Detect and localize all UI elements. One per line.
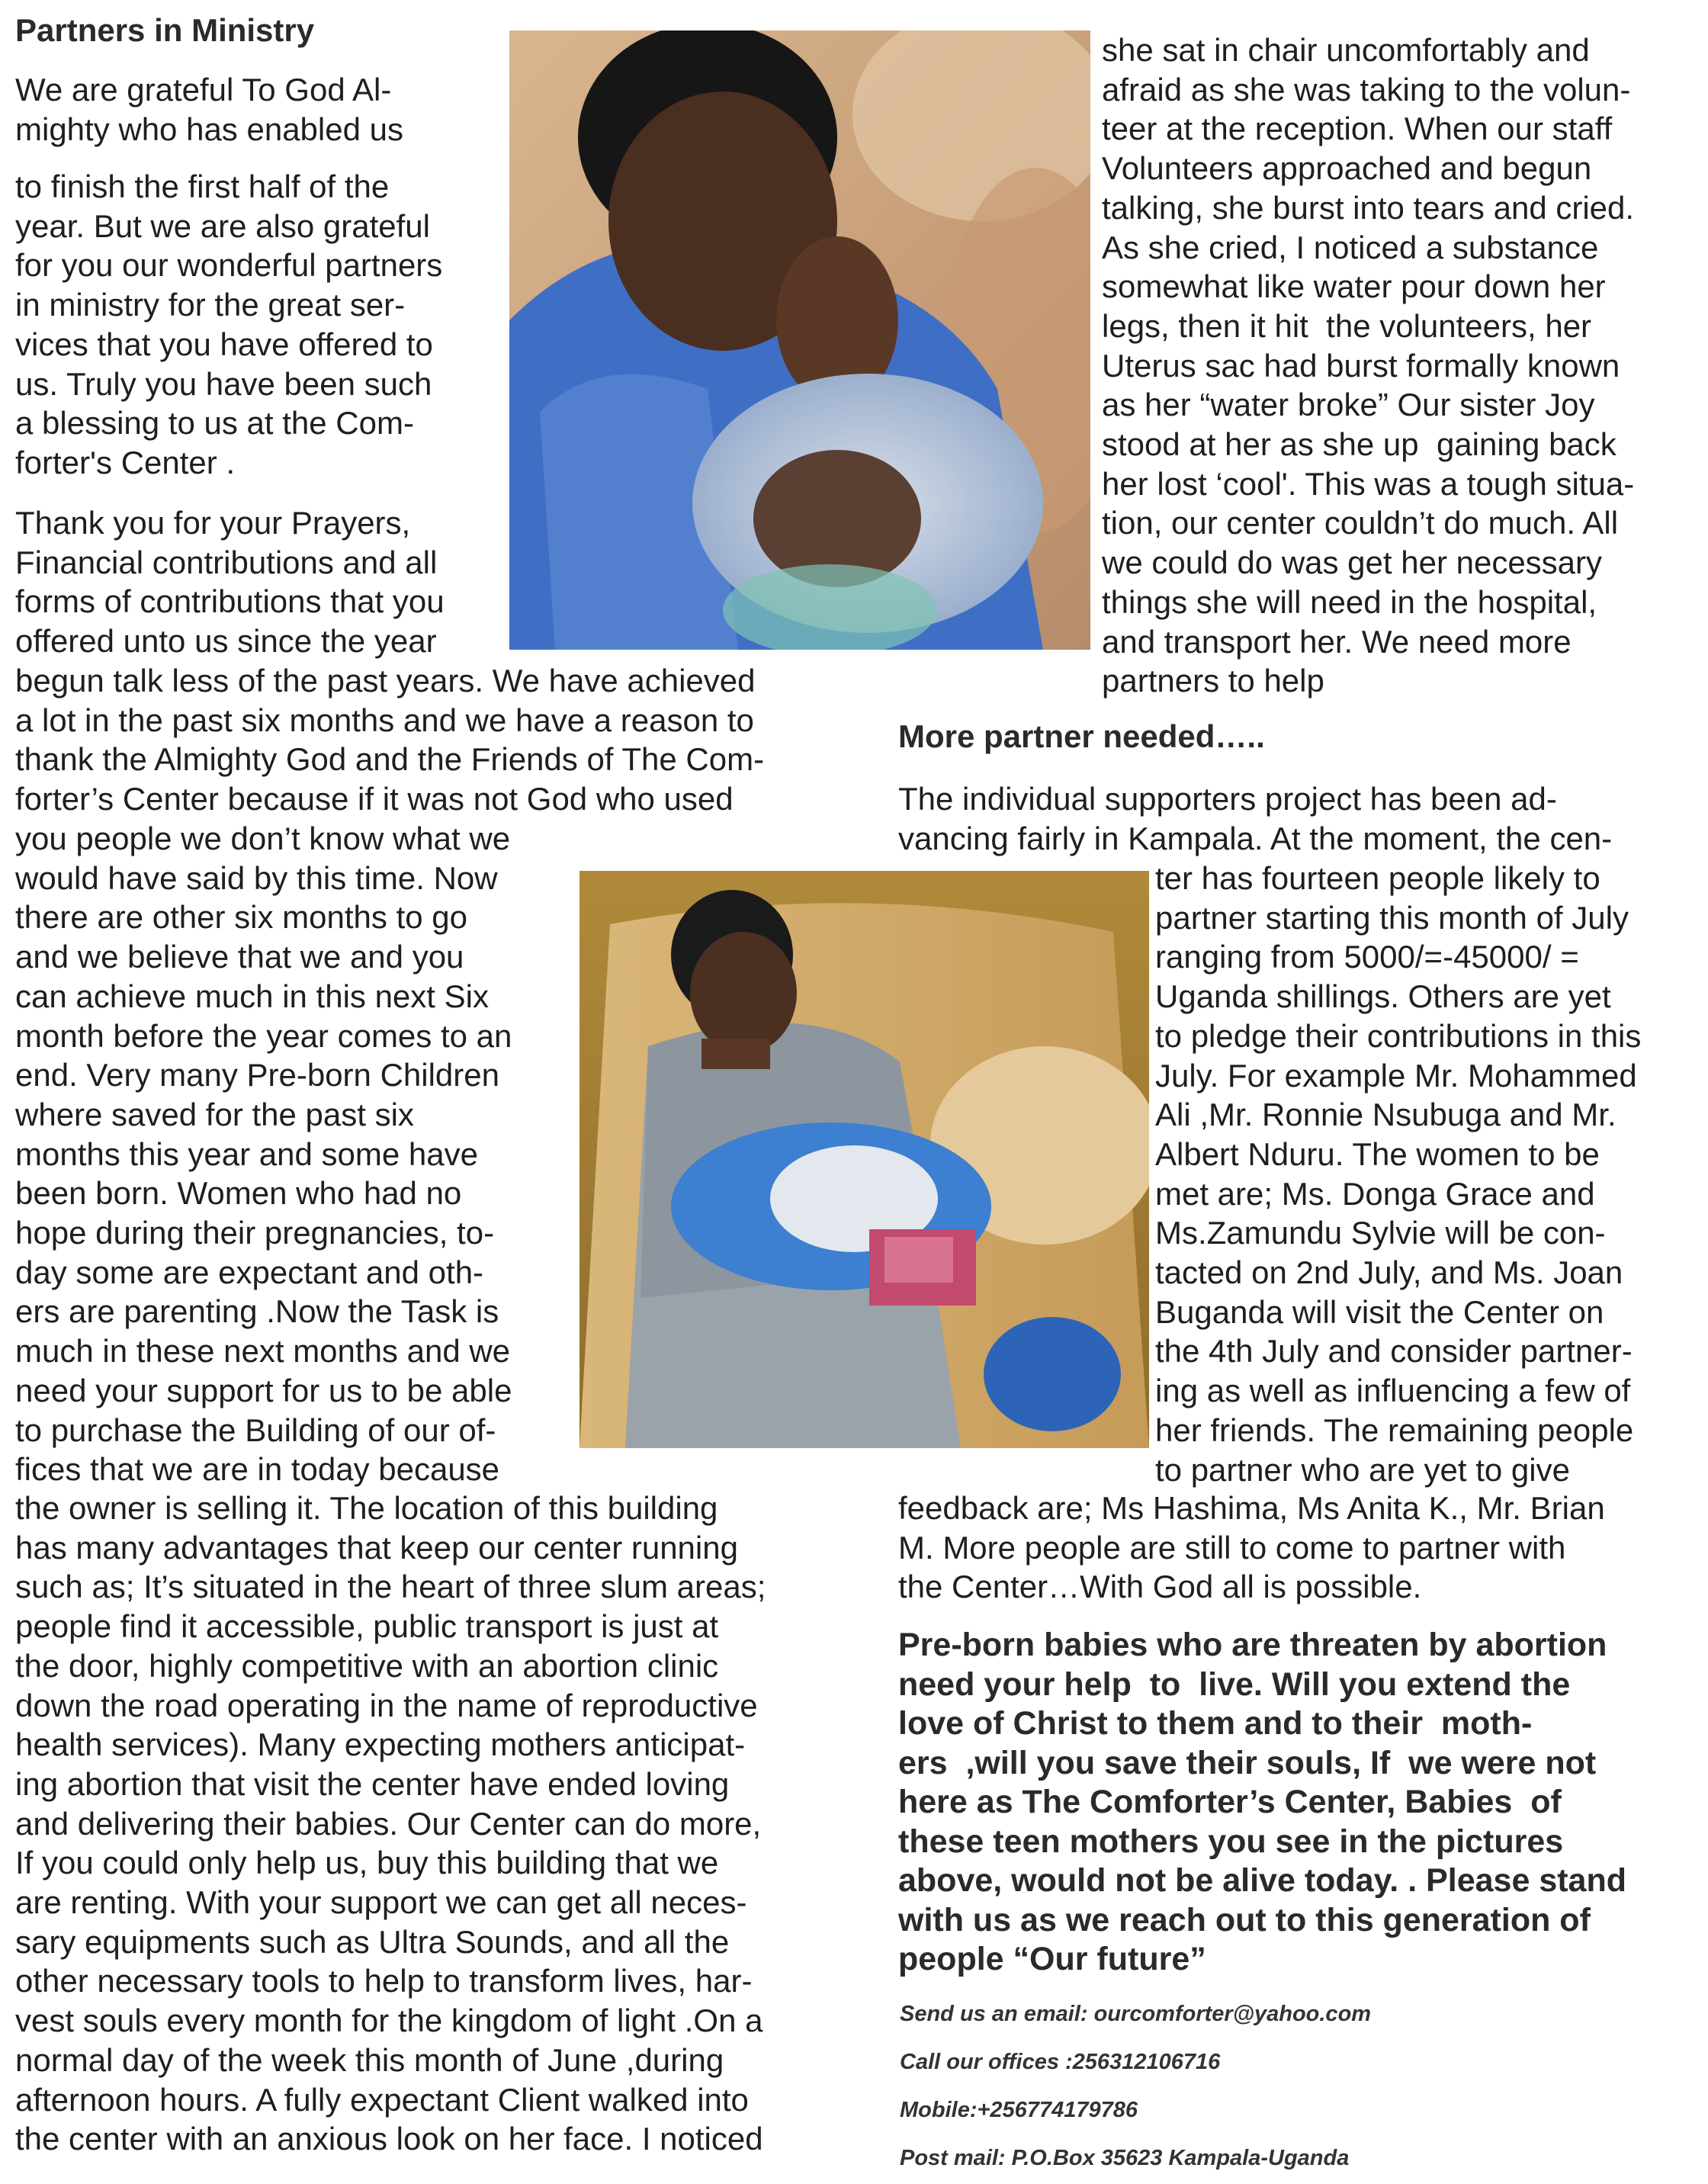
article-heading: Partners in Ministry: [15, 12, 315, 48]
article-paragraph-2-continued: the owner is selling it. The location of this building has many advantages that keep our center running such as; It’s situated in the heart of three slum areas; people find it accessible, public transport is just at the door, highly competitive with an abortion clinic down the road operating in the name of reproductive health services). Many expecting mothers anticipat- ing abortion that visit the center have ended loving and delivering their babies. Our Center can do more, If you could only help us, buy this building that we are renting. With your support we can get all neces- sary equipments such as Ultra Sounds, and all the other necessary tools to help to transform lives, har- vest souls every month for the kingdom of light .On a normal day of the week this month of June ,during afternoon hours. A fully expectant Client walked into the center with an anxious look on her face. I noticed: [15, 1490, 766, 2157]
contact-email[interactable]: Send us an email: ourcomforter@yahoo.com: [900, 2002, 1372, 2026]
appeal-text: Pre-born babies who are threaten by abortion need your help to live. Will you extend the love of Christ to them and to their moth- ers ,will you save their souls, If we were not here as The Comforter’s Center, Babies of these teen mothers you see in the pictures above, would not be alive today. . Please stand with us as we reach out to this generation of people “Our future”: [898, 1627, 1627, 1977]
article-paragraph-2-narrow: you people we don’t know what we would have said by this time. Now there are other six months to go and we believe that we and you can achieve much in this next Six month before the year comes to an end. Very many Pre-born Children where saved for the past six months this year and some have been born. Women who had no hope during their pregnancies, to- day some are expectant and oth- ers are parenting .Now the Task is much in these next months and we need your support for us to be able to purchase the Building of our of- fices that we are in today because: [15, 821, 512, 1488]
contact-post-mail: Post mail: P.O.Box 35623 Kampala-Uganda: [900, 2146, 1350, 2170]
photo-mother-holding-baby-on-sofa: [580, 871, 1149, 1448]
section-body-narrow: ter has fourteen people likely to partner starting this month of July ranging from 5000/=-45000/ = Uganda shillings. Others are yet to pledge their contributions in this July. For example Mr. Mohammed Ali ,Mr. Ronnie Nsubuga and Mr. Albert Nduru. The women to be met are; Ms. Donga Grace and Ms.Zamundu Sylvie will be con- tacted on 2nd July, and Ms. Joan Buganda will visit the Center on the 4th July and consider partner- ing as well as influencing a few of her friends. The remaining people to partner who are yet to give: [1155, 860, 1642, 1488]
contact-mobile[interactable]: Mobile:+256774179786: [900, 2098, 1138, 2122]
photo-mother-with-newborn: [509, 31, 1090, 650]
article-paragraph-1: to finish the first half of the year. But we are also grateful for you our wonderful partners in ministry for the great ser- vices that you have offered to us. Truly you have been such a blessing to us at the Com- forter's Center .: [15, 169, 443, 480]
article-paragraph-2: Thank you for your Prayers, Financial contributions and all forms of contributions that you offered unto us since the year: [15, 505, 445, 660]
article-continuation: she sat in chair uncomfortably and afraid as she was taking to the volun- teer at the reception. When our staff Volunteers approached and begun talking, she burst into tears and cried. As she cried, I noticed a substance somewhat like water pour down her legs, then it hit the volunteers, her Uterus sac had burst formally known as her “water broke” Our sister Joy stood at her as she up gaining back her lost ‘cool'. This was a tough situa- tion, our center couldn’t do much. All we could do was get her necessary things she will need in the hospital, and transport her. We need more partners to help: [1102, 32, 1635, 699]
section-heading: More partner needed…..: [898, 718, 1265, 754]
section-intro: The individual supporters project has been ad- vancing fairly in Kampala. At the moment, the cen-: [898, 781, 1613, 856]
section-body-end: feedback are; Ms Hashima, Ms Anita K., Mr. Brian M. More people are still to come to partner with the Center…With God all is possible.: [898, 1490, 1605, 1605]
article-intro: We are grateful To God Al- mighty who has enabled us: [15, 72, 403, 147]
article-paragraph-2-wide: begun talk less of the past years. We have achieved a lot in the past six months and we have a reason to thank the Almighty God and the Friends of The Com- forter’s Center because if it was not God who used: [15, 663, 765, 817]
contact-office-phone[interactable]: Call our offices :256312106716: [900, 2050, 1221, 2074]
